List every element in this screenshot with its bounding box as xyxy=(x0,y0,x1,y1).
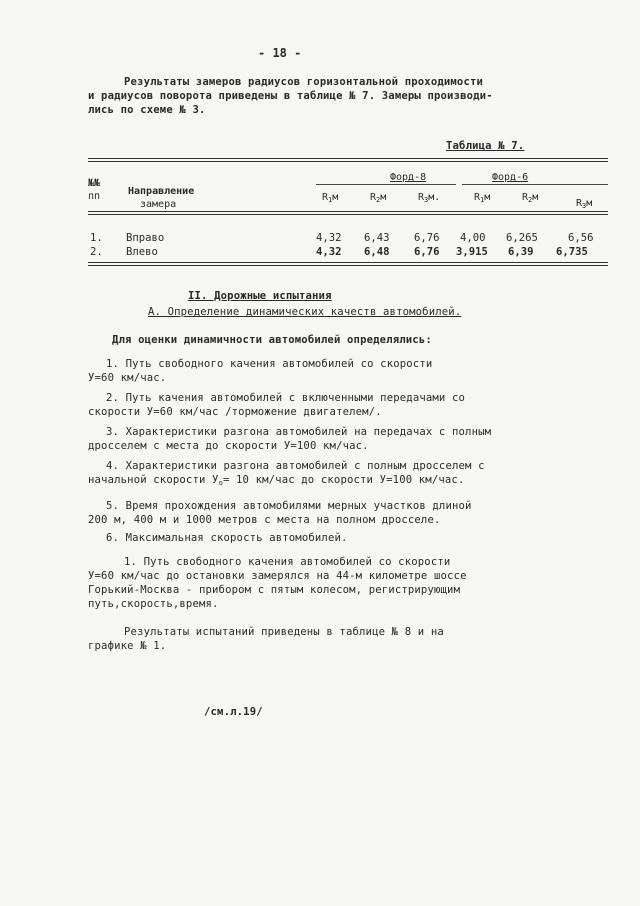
sub-header-r3-ford6: $R_3м$ xyxy=(576,198,593,210)
continued-reference: /см.л.19/ xyxy=(204,706,263,718)
detail-line-4: путь,скорость,время. xyxy=(88,598,219,610)
detail-line-1: 1. Путь свободного качения автомобилей со скорости xyxy=(124,556,451,568)
group-header-ford8: Форд-8 xyxy=(390,172,427,183)
detail-line-2: У=60 км/час до остановки замерялся на 44-м километре шоссе xyxy=(88,570,467,582)
row-value: 6,265 xyxy=(506,232,538,244)
intro-line-3: лись по схеме № 3. xyxy=(88,104,206,116)
group-rule-ford6 xyxy=(462,184,608,185)
results-line-2: графике № 1. xyxy=(88,640,167,652)
row-num: 2. xyxy=(90,246,103,258)
row-value: 6,39 xyxy=(508,246,534,258)
list-item-line: скорости У=60 км/час /торможение двигателем/. xyxy=(88,406,382,418)
page-number: - 18 - xyxy=(258,46,302,60)
sub-header-r1-ford6: $R_1м$ xyxy=(474,192,491,204)
col-num-header-1: №№ xyxy=(88,178,101,189)
list-item-line: 3. Характеристики разгона автомобилей на передачах с полным xyxy=(106,426,492,438)
list-item-line: дросселем с места до скорости У=100 км/час. xyxy=(88,440,369,452)
sub-header-r3-ford8: $R_3м$. xyxy=(418,192,441,204)
table-bottom-rule xyxy=(88,262,608,266)
list-item-line: 1. Путь свободного качения автомобилей со скорости xyxy=(106,358,433,370)
intro-line-2: и радиусов поворота приведены в таблице № 7. Замеры производи- xyxy=(88,90,493,102)
list-item-line: 200 м, 400 м и 1000 метров с места на полном дросселе. xyxy=(88,514,441,526)
sub-header-r1-ford8: $R_1м$ xyxy=(322,192,339,204)
row-value: 3,915 xyxy=(456,246,488,258)
results-line-1: Результаты испытаний приведены в таблице № 8 и на xyxy=(124,626,444,638)
col-dir-header-1: Направление xyxy=(128,186,195,197)
row-value: 6,76 xyxy=(414,232,440,244)
row-num: 1. xyxy=(90,232,103,244)
col-num-header-2: пп xyxy=(88,191,101,202)
lead-text: Для оценки динамичности автомобилей определялись: xyxy=(112,334,432,346)
intro-line-1: Результаты замеров радиусов горизонтальной проходимости xyxy=(124,76,484,88)
row-direction: Влево xyxy=(126,246,158,258)
sub-header-r2-ford6: $R_2м$ xyxy=(522,192,539,204)
row-value: 4,32 xyxy=(316,232,342,244)
table-label: Таблица № 7. xyxy=(446,140,525,152)
list-item-line: 5. Время прохождения автомобилями мерных участков длиной xyxy=(106,500,472,512)
row-direction: Вправо xyxy=(126,232,165,244)
list-item-line: 6. Максимальная скорость автомобилей. xyxy=(106,532,348,544)
subsection-title: А. Определение динамических качеств автомобилей. xyxy=(148,306,462,318)
row-value: 6,735 xyxy=(556,246,588,258)
group-rule-ford8 xyxy=(316,184,456,185)
sub-header-r2-ford8: $R_2м$ xyxy=(370,192,387,204)
row-value: 4,32 xyxy=(316,246,342,258)
detail-line-3: Горький-Москва - прибором с пятым колесом, регистрирующим xyxy=(88,584,461,596)
list-item-line: 4. Характеристики разгона автомобилей с полным дросселем с xyxy=(106,460,485,472)
row-value: 6,56 xyxy=(568,232,594,244)
group-header-ford6: Форд-6 xyxy=(492,172,529,183)
section-title: II. Дорожные испытания xyxy=(188,290,332,302)
table-top-rule xyxy=(88,158,608,162)
list-item-line: начальной скорости $У_о= 10$ км/час до скорости У=100 км/час. xyxy=(88,474,465,487)
list-item-line: У=60 км/час. xyxy=(88,372,167,384)
table-header-rule xyxy=(88,211,608,215)
col-dir-header-2: замера xyxy=(140,199,177,210)
list-item-line: 2. Путь качения автомобилей с включенными передачами со xyxy=(106,392,466,404)
row-value: 6,48 xyxy=(364,246,390,258)
row-value: 6,76 xyxy=(414,246,440,258)
row-value: 6,43 xyxy=(364,232,390,244)
row-value: 4,00 xyxy=(460,232,486,244)
